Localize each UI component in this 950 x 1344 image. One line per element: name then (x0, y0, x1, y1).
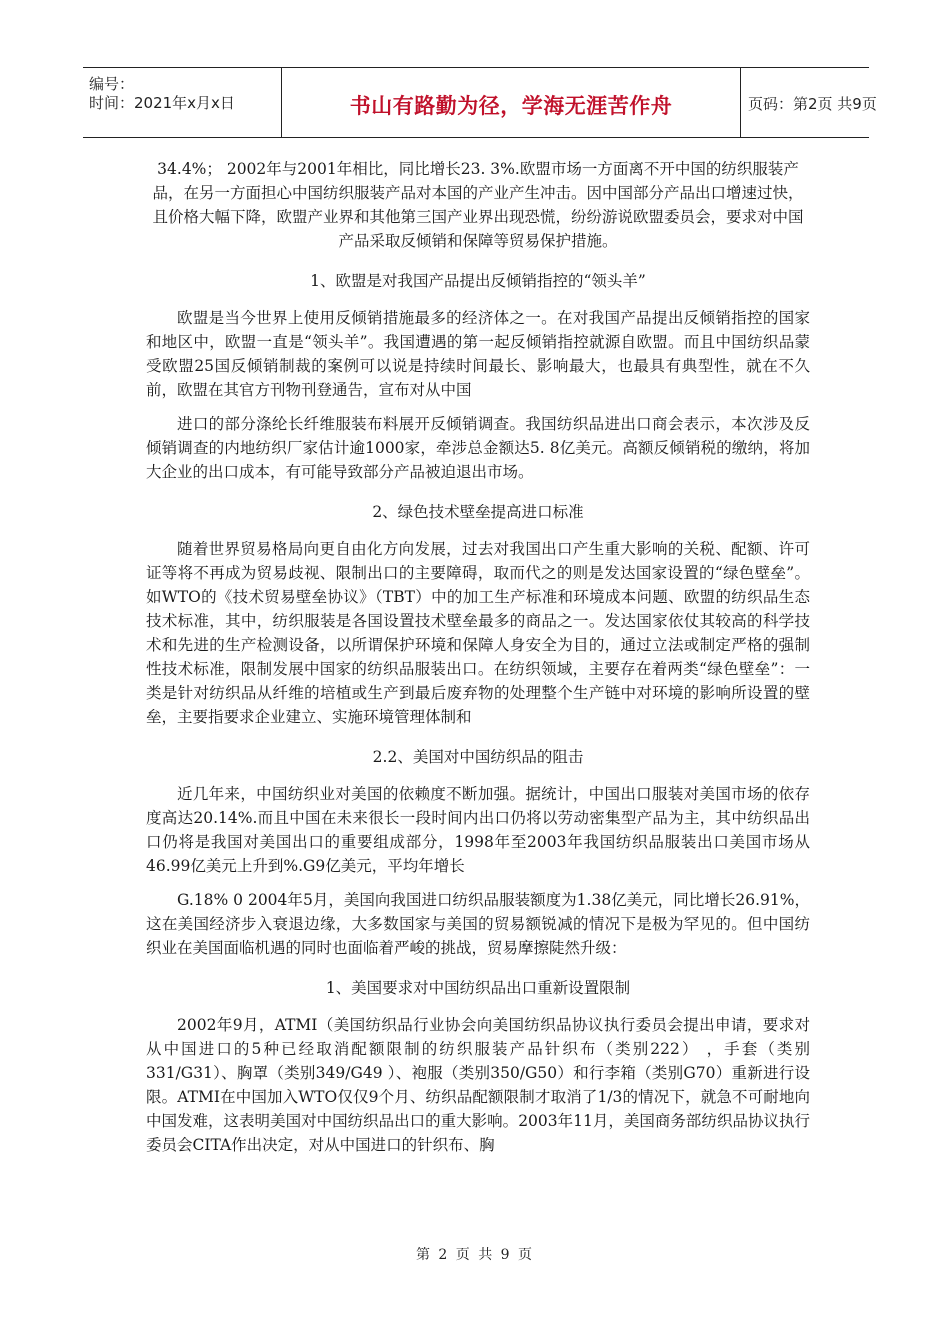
motto-text: 书山有路勤为径，学海无涯苦作舟 (349, 94, 673, 118)
paragraph: 2002年9月，ATMI（美国纺织品行业协会向美国纺织品协议执行委员会提出申请，要求对从中国进口的5种已经取消配额限制的纺织服装产品针织布（类别222） ，手套（类别331/G31）、胸罩（类别349/G49 ）、袍服（类别350/G50）和行李箱（类别G70）重新进行设限。ATMI在中国加入WTO仅仅9个月、纺织品配额限制才取消了1/3的情况下，就急不可耐地向中国发难，这表明美国对中国纺织品出口的重大影响。2003年11月，美国商务部纺织品协议执行委员会CITA作出决定，对从中国进口的针织布、胸 (146, 1016, 810, 1154)
page-footer: 第 2 页 共 9 页 (415, 1247, 535, 1263)
number-label: 编号： (89, 75, 135, 93)
paragraph: 随着世界贸易格局向更自由化方向发展，过去对我国出口产生重大影响的关税、配额、许可证等将不再成为贸易歧视、限制出口的主要障碍，取而代之的则是发达国家设置的“绿色壁垒”。如WTO的《技术贸易壁垒协议》（TBT）中的加工生产标准和环境成本问题、欧盟的纺织品生态技术标准，其中，纺织服装是各国设置技术壁垒最多的商品之一。发达国家依仗其较高的科学技术和先进的生产检测设备，以所谓保护环境和保障人身安全为目的，通过立法或制定严格的强制性技术标准，限制发展中国家的纺织品服装出口。在纺织领域，主要存在着两类“绿色壁垒”：一类是针对纺织品从纤维的培植或生产到最后废弃物的处理整个生产链中对环境的影响所设置的壁垒，主要指要求企业建立、实施环境管理体制和 (146, 540, 810, 726)
section-heading: 1、欧盟是对我国产品提出反倾销指控的“领头羊” (310, 272, 646, 290)
page-header (83, 67, 877, 138)
document-body (146, 157, 810, 1157)
paragraph: G.18% 0 2004年5月，美国向我国进口纺织品服装额度为1.38亿美元，同比增长26.91%，这在美国经济步入衰退边缘，大多数国家与美国的贸易额锐减的情况下是极为罕见的。但中国纺织业在美国面临机遇的同时也面临着严峻的挑战，贸易摩擦陡然升级： (146, 891, 810, 957)
paragraph: 34.4%； 2002年与2001年相比，同比增长23. 3%.欧盟市场一方面离不开中国的纺织服装产品，在另一方面担心中国纺织服装产品对本国的产业产生冲击。因中国部分产品出口增速过快，且价格大幅下降，欧盟产业界和其他第三国产业界出现恐慌，纷纷游说欧盟委员会，要求对中国产品采取反倾销和保障等贸易保护措施。 (152, 160, 804, 250)
date-label: 时间：2021年x月x日 (89, 94, 235, 112)
header-motto-cell (281, 68, 741, 137)
section-heading: 2.2、美国对中国纺织品的阻击 (372, 748, 584, 766)
header-page-cell (740, 68, 877, 137)
header-left-cell (83, 68, 281, 137)
paragraph: 近几年来，中国纺织业对美国的依赖度不断加强。据统计，中国出口服装对美国市场的依存度高达20.14%.而且中国在未来很长一段时间内出口仍将以劳动密集型产品为主，其中纺织品出口仍将是我国对美国出口的重要组成部分，1998年至2003年我国纺织品服装出口美国市场从46.99亿美元上升到%.G9亿美元，平均年增长 (146, 785, 810, 875)
paragraph: 进口的部分涤纶长纤维服装布料展开反倾销调查。我国纺织品进出口商会表示，本次涉及反倾销调查的内地纺织厂家估计逾1000家，牵涉总金额达5. 8亿美元。高额反倾销税的缴纳，将加大企业的出口成本，有可能导致部分产品被迫退出市场。 (146, 415, 810, 481)
page-number-label: 页码：第2页 共9页 (748, 95, 877, 113)
section-heading: 2、绿色技术壁垒提高进口标准 (372, 503, 584, 521)
paragraph: 欧盟是当今世界上使用反倾销措施最多的经济体之一。在对我国产品提出反倾销指控的国家和地区中，欧盟一直是“领头羊”。我国遭遇的第一起反倾销指控就源自欧盟。而且中国纺织品蒙受欧盟25国反倾销制裁的案例可以说是持续时间最长、影响最大，也最具有典型性，就在不久前，欧盟在其官方刊物刊登通告，宣布对从中国 (146, 309, 810, 399)
section-heading: 1、美国要求对中国纺织品出口重新设置限制 (325, 979, 631, 997)
